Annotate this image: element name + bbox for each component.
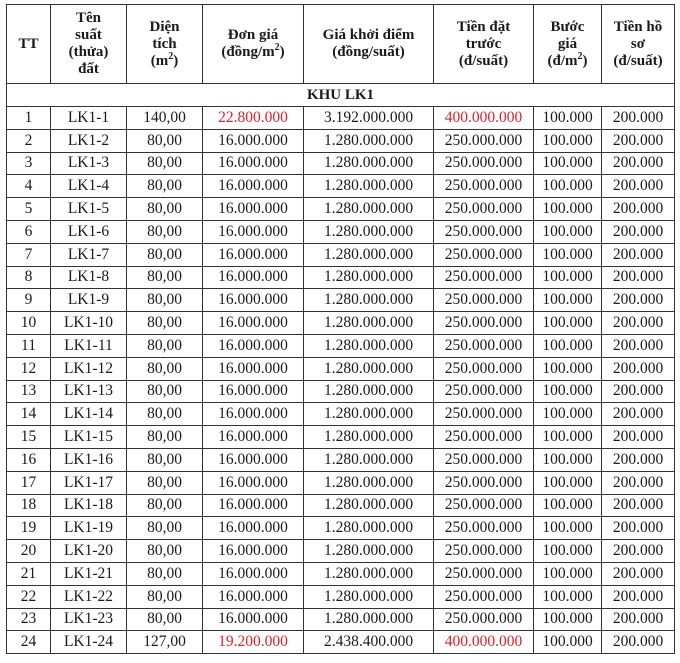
cell-tien-ho-so: 200.000 — [602, 471, 675, 494]
cell-gia-khoi-diem: 1.280.000.000 — [304, 403, 434, 426]
cell-ten-suat: LK1-10 — [51, 312, 127, 335]
cell-buoc-gia: 100.000 — [534, 403, 602, 426]
header-tien-ho-so: Tiền hồ sơ (đ/suất) — [602, 5, 675, 84]
cell-tt: 12 — [7, 357, 51, 380]
cell-dien-tich: 80,00 — [127, 129, 203, 152]
cell-tien-ho-so: 200.000 — [602, 198, 675, 221]
cell-tien-ho-so: 200.000 — [602, 243, 675, 266]
cell-buoc-gia: 100.000 — [534, 107, 602, 130]
cell-gia-khoi-diem: 1.280.000.000 — [304, 585, 434, 608]
cell-tt: 6 — [7, 220, 51, 243]
cell-don-gia: 16.000.000 — [203, 129, 304, 152]
cell-gia-khoi-diem: 1.280.000.000 — [304, 471, 434, 494]
cell-don-gia: 16.000.000 — [203, 608, 304, 631]
cell-don-gia: 16.000.000 — [203, 380, 304, 403]
cell-tien-dat-truoc: 250.000.000 — [434, 494, 534, 517]
cell-gia-khoi-diem: 1.280.000.000 — [304, 243, 434, 266]
table-row — [7, 357, 675, 380]
cell-tien-ho-so: 200.000 — [602, 334, 675, 357]
cell-gia-khoi-diem: 1.280.000.000 — [304, 198, 434, 221]
cell-tien-dat-truoc: 250.000.000 — [434, 334, 534, 357]
cell-don-gia: 16.000.000 — [203, 220, 304, 243]
table-row — [7, 608, 675, 631]
cell-tt: 1 — [7, 107, 51, 130]
cell-tt: 21 — [7, 562, 51, 585]
header-tt: TT — [7, 5, 51, 84]
cell-ten-suat: LK1-3 — [51, 152, 127, 175]
cell-gia-khoi-diem: 1.280.000.000 — [304, 517, 434, 540]
cell-ten-suat: LK1-9 — [51, 289, 127, 312]
cell-ten-suat: LK1-22 — [51, 585, 127, 608]
cell-tien-ho-so: 200.000 — [602, 608, 675, 631]
cell-tt: 14 — [7, 403, 51, 426]
cell-buoc-gia: 100.000 — [534, 220, 602, 243]
cell-ten-suat: LK1-24 — [51, 631, 127, 654]
cell-buoc-gia: 100.000 — [534, 175, 602, 198]
table-row — [7, 129, 675, 152]
table-row — [7, 289, 675, 312]
cell-ten-suat: LK1-17 — [51, 471, 127, 494]
cell-tt: 15 — [7, 426, 51, 449]
table-row — [7, 585, 675, 608]
table-row — [7, 426, 675, 449]
cell-tien-ho-so: 200.000 — [602, 107, 675, 130]
cell-tt: 13 — [7, 380, 51, 403]
cell-tien-ho-so: 200.000 — [602, 517, 675, 540]
cell-tt: 19 — [7, 517, 51, 540]
cell-tien-dat-truoc: 250.000.000 — [434, 562, 534, 585]
cell-don-gia: 16.000.000 — [203, 517, 304, 540]
table-row — [7, 380, 675, 403]
cell-gia-khoi-diem: 1.280.000.000 — [304, 334, 434, 357]
cell-ten-suat: LK1-21 — [51, 562, 127, 585]
cell-don-gia: 16.000.000 — [203, 289, 304, 312]
cell-gia-khoi-diem: 1.280.000.000 — [304, 494, 434, 517]
cell-buoc-gia: 100.000 — [534, 334, 602, 357]
cell-dien-tich: 80,00 — [127, 426, 203, 449]
cell-buoc-gia: 100.000 — [534, 152, 602, 175]
cell-gia-khoi-diem: 1.280.000.000 — [304, 266, 434, 289]
cell-tien-dat-truoc: 250.000.000 — [434, 471, 534, 494]
cell-tien-dat-truoc: 250.000.000 — [434, 380, 534, 403]
cell-tt: 2 — [7, 129, 51, 152]
cell-buoc-gia: 100.000 — [534, 266, 602, 289]
cell-dien-tich: 80,00 — [127, 312, 203, 335]
cell-dien-tich: 80,00 — [127, 494, 203, 517]
cell-buoc-gia: 100.000 — [534, 426, 602, 449]
cell-dien-tich: 80,00 — [127, 289, 203, 312]
cell-don-gia: 16.000.000 — [203, 540, 304, 563]
cell-ten-suat: LK1-20 — [51, 540, 127, 563]
header-don-gia: Đơn giá $(đồng/m^2)$ — [203, 5, 304, 84]
cell-tien-ho-so: 200.000 — [602, 312, 675, 335]
cell-buoc-gia: 100.000 — [534, 540, 602, 563]
cell-dien-tich: 80,00 — [127, 220, 203, 243]
cell-gia-khoi-diem: 1.280.000.000 — [304, 448, 434, 471]
cell-don-gia: 16.000.000 — [203, 175, 304, 198]
cell-dien-tich: 80,00 — [127, 357, 203, 380]
cell-ten-suat: LK1-11 — [51, 334, 127, 357]
cell-tt: 24 — [7, 631, 51, 654]
header-gia-khoi-diem: Giá khởi điểm (đồng/suất) — [304, 5, 434, 84]
table-row — [7, 334, 675, 357]
cell-buoc-gia: 100.000 — [534, 243, 602, 266]
cell-don-gia: 19.200.000 — [203, 631, 304, 654]
cell-tt: 22 — [7, 585, 51, 608]
cell-tt: 3 — [7, 152, 51, 175]
cell-tien-dat-truoc: 250.000.000 — [434, 243, 534, 266]
cell-ten-suat: LK1-15 — [51, 426, 127, 449]
cell-buoc-gia: 100.000 — [534, 494, 602, 517]
cell-tien-dat-truoc: 250.000.000 — [434, 175, 534, 198]
cell-tien-ho-so: 200.000 — [602, 426, 675, 449]
table-row — [7, 631, 675, 654]
cell-don-gia: 16.000.000 — [203, 403, 304, 426]
cell-gia-khoi-diem: 1.280.000.000 — [304, 312, 434, 335]
table-row — [7, 471, 675, 494]
cell-dien-tich: 80,00 — [127, 243, 203, 266]
cell-gia-khoi-diem: 1.280.000.000 — [304, 289, 434, 312]
table-row — [7, 540, 675, 563]
cell-gia-khoi-diem: 1.280.000.000 — [304, 426, 434, 449]
cell-buoc-gia: 100.000 — [534, 198, 602, 221]
cell-dien-tich: 80,00 — [127, 517, 203, 540]
cell-tt: 10 — [7, 312, 51, 335]
cell-tien-dat-truoc: 250.000.000 — [434, 152, 534, 175]
cell-tien-ho-so: 200.000 — [602, 403, 675, 426]
cell-buoc-gia: 100.000 — [534, 471, 602, 494]
table-row — [7, 107, 675, 130]
cell-don-gia: 16.000.000 — [203, 357, 304, 380]
cell-ten-suat: LK1-16 — [51, 448, 127, 471]
cell-dien-tich: 80,00 — [127, 585, 203, 608]
cell-dien-tich: 80,00 — [127, 448, 203, 471]
cell-ten-suat: LK1-7 — [51, 243, 127, 266]
cell-buoc-gia: 100.000 — [534, 585, 602, 608]
table-row — [7, 403, 675, 426]
cell-don-gia: 16.000.000 — [203, 562, 304, 585]
cell-ten-suat: LK1-2 — [51, 129, 127, 152]
cell-tien-ho-so: 200.000 — [602, 175, 675, 198]
cell-tien-ho-so: 200.000 — [602, 152, 675, 175]
cell-tien-ho-so: 200.000 — [602, 540, 675, 563]
cell-dien-tich: 80,00 — [127, 380, 203, 403]
cell-tien-dat-truoc: 400.000.000 — [434, 107, 534, 130]
cell-gia-khoi-diem: 1.280.000.000 — [304, 562, 434, 585]
cell-tt: 7 — [7, 243, 51, 266]
cell-ten-suat: LK1-4 — [51, 175, 127, 198]
cell-tien-dat-truoc: 400.000.000 — [434, 631, 534, 654]
cell-tien-ho-so: 200.000 — [602, 266, 675, 289]
cell-dien-tich: 80,00 — [127, 608, 203, 631]
cell-tien-dat-truoc: 250.000.000 — [434, 289, 534, 312]
cell-tien-dat-truoc: 250.000.000 — [434, 517, 534, 540]
cell-buoc-gia: 100.000 — [534, 631, 602, 654]
cell-tien-dat-truoc: 250.000.000 — [434, 426, 534, 449]
cell-tien-dat-truoc: 250.000.000 — [434, 448, 534, 471]
cell-don-gia: 16.000.000 — [203, 471, 304, 494]
table-row — [7, 517, 675, 540]
cell-ten-suat: LK1-14 — [51, 403, 127, 426]
cell-dien-tich: 80,00 — [127, 152, 203, 175]
header-row — [7, 5, 675, 84]
cell-buoc-gia: 100.000 — [534, 289, 602, 312]
cell-tien-dat-truoc: 250.000.000 — [434, 540, 534, 563]
cell-tien-ho-so: 200.000 — [602, 562, 675, 585]
cell-buoc-gia: 100.000 — [534, 357, 602, 380]
section-row — [7, 84, 675, 107]
cell-dien-tich: 80,00 — [127, 198, 203, 221]
cell-tt: 5 — [7, 198, 51, 221]
table-row — [7, 152, 675, 175]
table-row — [7, 312, 675, 335]
cell-gia-khoi-diem: 1.280.000.000 — [304, 175, 434, 198]
table-row — [7, 220, 675, 243]
cell-buoc-gia: 100.000 — [534, 562, 602, 585]
cell-tien-dat-truoc: 250.000.000 — [434, 585, 534, 608]
header-dien-tich: Diện tích $(m^2)$ — [127, 5, 203, 84]
cell-dien-tich: 80,00 — [127, 334, 203, 357]
cell-dien-tich: 140,00 — [127, 107, 203, 130]
cell-tt: 16 — [7, 448, 51, 471]
cell-don-gia: 22.800.000 — [203, 107, 304, 130]
cell-tien-ho-so: 200.000 — [602, 631, 675, 654]
cell-don-gia: 16.000.000 — [203, 198, 304, 221]
cell-tien-ho-so: 200.000 — [602, 289, 675, 312]
cell-tien-dat-truoc: 250.000.000 — [434, 198, 534, 221]
cell-dien-tich: 80,00 — [127, 540, 203, 563]
cell-dien-tich: 127,00 — [127, 631, 203, 654]
header-buoc-gia: Bước giá $(đ/m^2)$ — [534, 5, 602, 84]
cell-gia-khoi-diem: 3.192.000.000 — [304, 107, 434, 130]
cell-tt: 11 — [7, 334, 51, 357]
cell-ten-suat: LK1-1 — [51, 107, 127, 130]
cell-tien-dat-truoc: 250.000.000 — [434, 403, 534, 426]
cell-gia-khoi-diem: 1.280.000.000 — [304, 608, 434, 631]
cell-tt: 20 — [7, 540, 51, 563]
cell-tt: 8 — [7, 266, 51, 289]
cell-ten-suat: LK1-6 — [51, 220, 127, 243]
cell-tt: 4 — [7, 175, 51, 198]
cell-gia-khoi-diem: 1.280.000.000 — [304, 152, 434, 175]
cell-ten-suat: LK1-19 — [51, 517, 127, 540]
cell-gia-khoi-diem: 1.280.000.000 — [304, 129, 434, 152]
header-tien-dat-truoc: Tiền đặt trước (đ/suất) — [434, 5, 534, 84]
cell-tien-ho-so: 200.000 — [602, 448, 675, 471]
cell-don-gia: 16.000.000 — [203, 152, 304, 175]
cell-tt: 17 — [7, 471, 51, 494]
cell-tt: 23 — [7, 608, 51, 631]
cell-don-gia: 16.000.000 — [203, 312, 304, 335]
cell-tt: 9 — [7, 289, 51, 312]
table-row — [7, 243, 675, 266]
cell-buoc-gia: 100.000 — [534, 448, 602, 471]
cell-tien-ho-so: 200.000 — [602, 494, 675, 517]
cell-tien-ho-so: 200.000 — [602, 357, 675, 380]
cell-dien-tich: 80,00 — [127, 266, 203, 289]
cell-tien-dat-truoc: 250.000.000 — [434, 357, 534, 380]
cell-don-gia: 16.000.000 — [203, 426, 304, 449]
cell-dien-tich: 80,00 — [127, 175, 203, 198]
cell-don-gia: 16.000.000 — [203, 243, 304, 266]
cell-don-gia: 16.000.000 — [203, 266, 304, 289]
table-row — [7, 448, 675, 471]
cell-tien-ho-so: 200.000 — [602, 585, 675, 608]
section-title: KHU LK1 — [7, 84, 675, 107]
cell-buoc-gia: 100.000 — [534, 312, 602, 335]
cell-ten-suat: LK1-18 — [51, 494, 127, 517]
cell-don-gia: 16.000.000 — [203, 334, 304, 357]
cell-tien-dat-truoc: 250.000.000 — [434, 129, 534, 152]
table-row — [7, 198, 675, 221]
cell-ten-suat: LK1-8 — [51, 266, 127, 289]
cell-tien-dat-truoc: 250.000.000 — [434, 266, 534, 289]
cell-buoc-gia: 100.000 — [534, 129, 602, 152]
cell-gia-khoi-diem: 1.280.000.000 — [304, 220, 434, 243]
cell-gia-khoi-diem: 1.280.000.000 — [304, 380, 434, 403]
table-row — [7, 266, 675, 289]
cell-don-gia: 16.000.000 — [203, 448, 304, 471]
cell-dien-tich: 80,00 — [127, 562, 203, 585]
cell-buoc-gia: 100.000 — [534, 380, 602, 403]
cell-don-gia: 16.000.000 — [203, 585, 304, 608]
cell-tien-dat-truoc: 250.000.000 — [434, 312, 534, 335]
cell-gia-khoi-diem: 1.280.000.000 — [304, 357, 434, 380]
cell-ten-suat: LK1-5 — [51, 198, 127, 221]
cell-ten-suat: LK1-23 — [51, 608, 127, 631]
cell-tien-ho-so: 200.000 — [602, 380, 675, 403]
land-auction-table — [6, 4, 675, 654]
cell-tien-ho-so: 200.000 — [602, 129, 675, 152]
cell-ten-suat: LK1-13 — [51, 380, 127, 403]
table-row — [7, 562, 675, 585]
header-ten-suat: Tên suất (thửa) đất — [51, 5, 127, 84]
cell-gia-khoi-diem: 2.438.400.000 — [304, 631, 434, 654]
cell-don-gia: 16.000.000 — [203, 494, 304, 517]
table-row — [7, 494, 675, 517]
cell-dien-tich: 80,00 — [127, 471, 203, 494]
cell-tien-dat-truoc: 250.000.000 — [434, 608, 534, 631]
cell-buoc-gia: 100.000 — [534, 517, 602, 540]
cell-tien-dat-truoc: 250.000.000 — [434, 220, 534, 243]
cell-ten-suat: LK1-12 — [51, 357, 127, 380]
cell-tien-ho-so: 200.000 — [602, 220, 675, 243]
cell-tt: 18 — [7, 494, 51, 517]
table-row — [7, 175, 675, 198]
cell-dien-tich: 80,00 — [127, 403, 203, 426]
cell-buoc-gia: 100.000 — [534, 608, 602, 631]
cell-gia-khoi-diem: 1.280.000.000 — [304, 540, 434, 563]
